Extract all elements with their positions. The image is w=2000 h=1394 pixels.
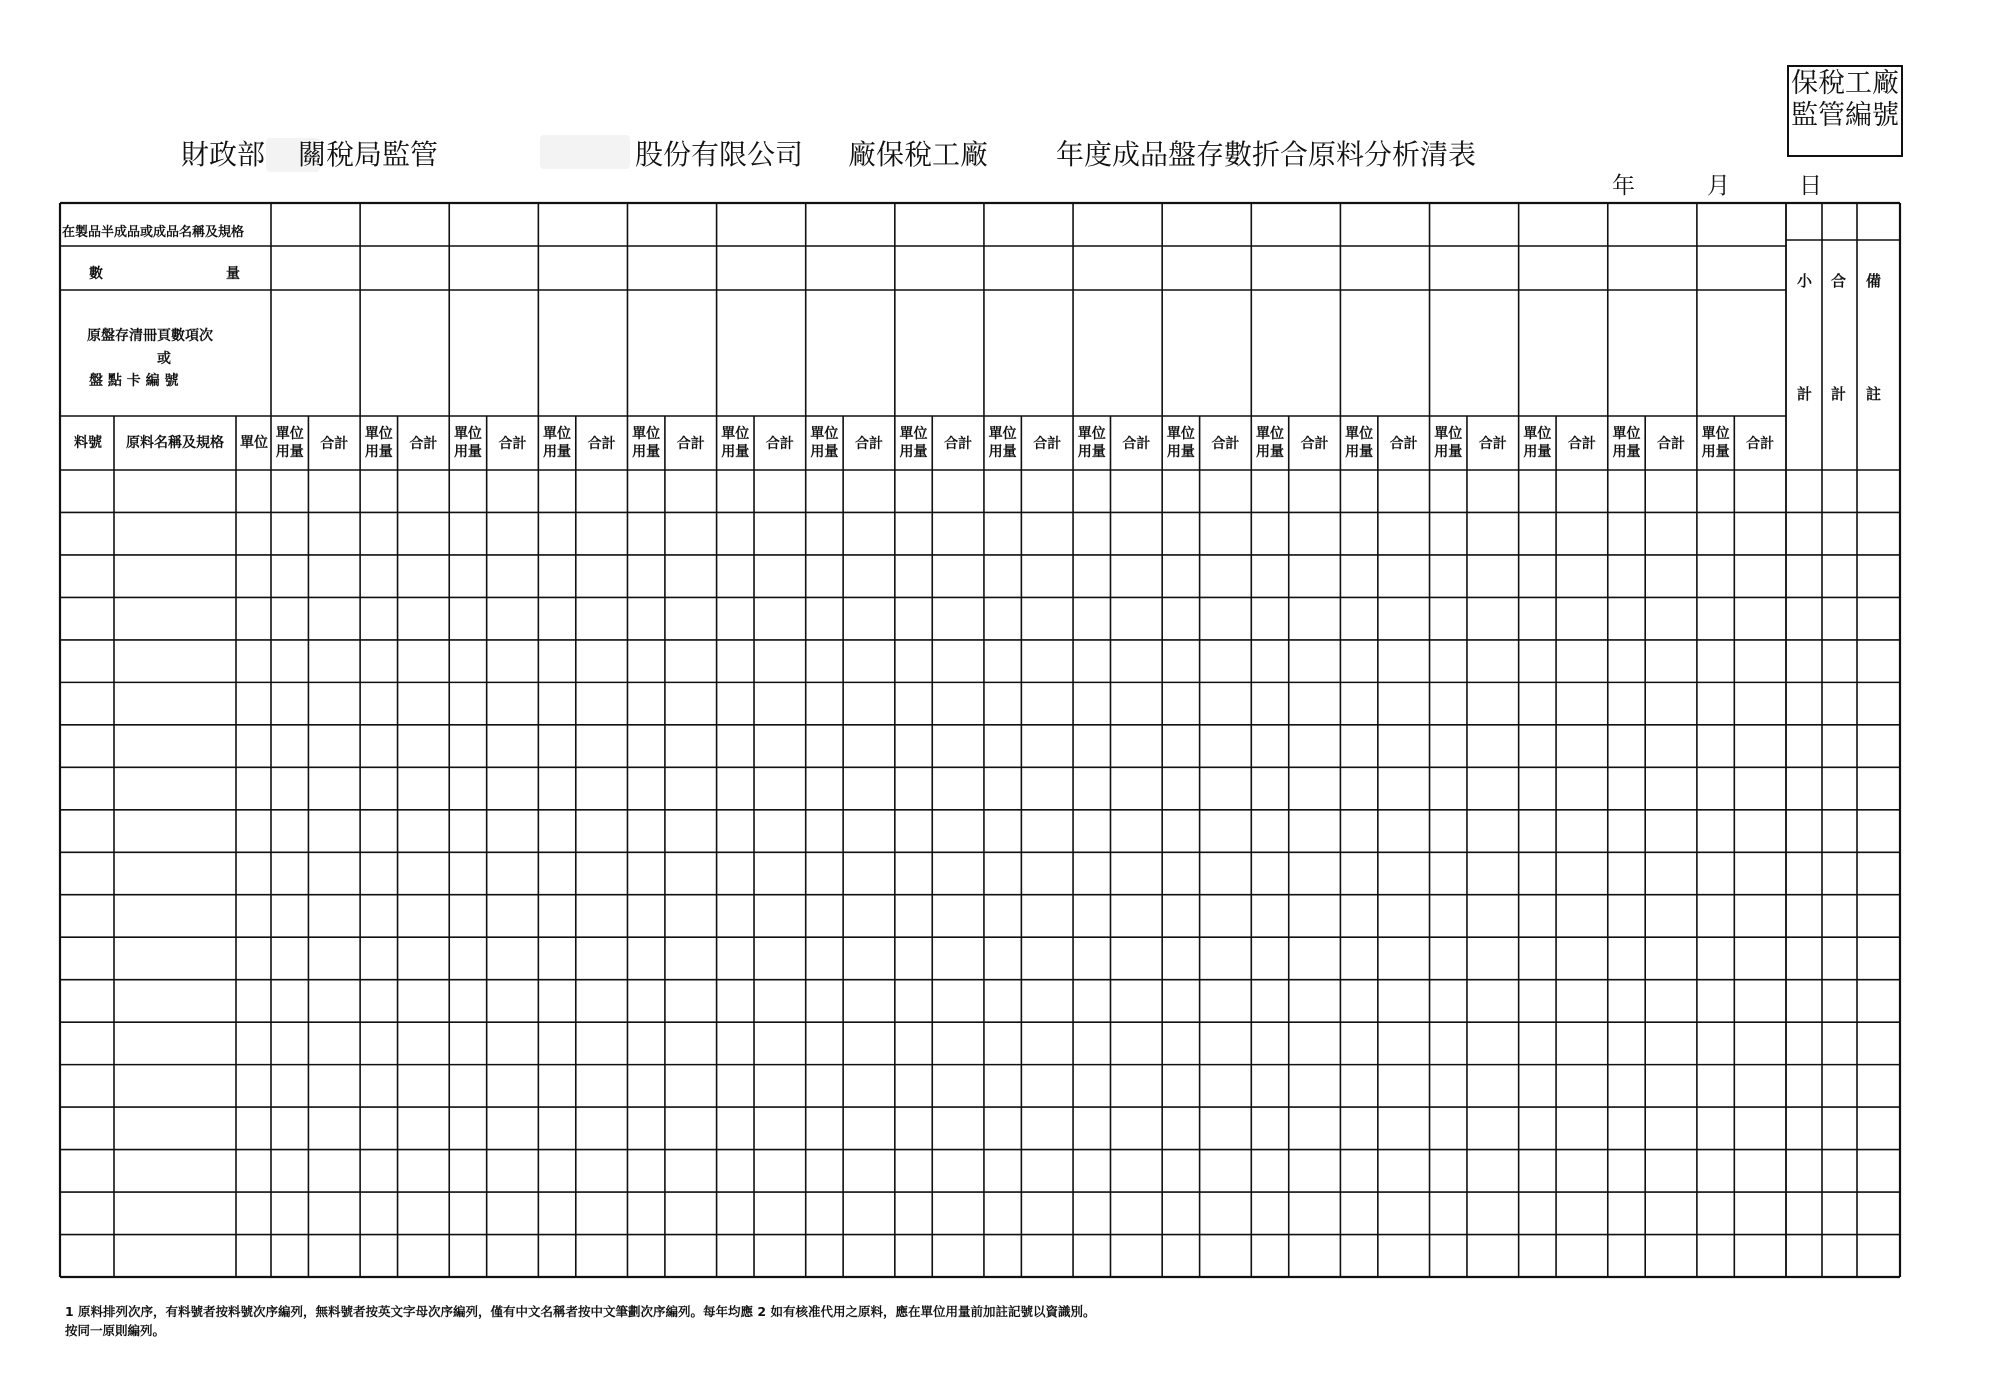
col-unit-usage-line1: 單位 (632, 426, 661, 442)
col-unit-usage-line2: 用量 (810, 444, 839, 460)
footnote-line-1: 1 原料排列次序，有料號者按料號次序編列，無料號者按英文字母次序編列，僅有中文名稱者按中文筆劃次序編列。每年均應 2 如有核准代用之原料，應在單位用量前加註記號以資識別。 (65, 1304, 1096, 1319)
col-total: 合計 (1211, 436, 1240, 452)
col-unit: 單位 (240, 435, 268, 451)
header-original-line2: 或 (157, 351, 171, 367)
col-total: 合計 (854, 436, 883, 452)
col-unit-usage-line1: 單位 (1166, 426, 1195, 442)
col-unit-usage-line1: 單位 (899, 426, 928, 442)
col-unit-usage-line2: 用量 (1434, 444, 1463, 460)
col-unit-usage-line2: 用量 (453, 444, 482, 460)
header-remark-top: 備 (1866, 272, 1882, 290)
col-unit-usage-line2: 用量 (1255, 444, 1284, 460)
col-unit-usage-line1: 單位 (364, 426, 393, 442)
col-unit-usage (1608, 425, 1645, 461)
header-grand-bottom: 計 (1831, 385, 1847, 403)
col-unit-usage (538, 425, 575, 461)
header-qty-left: 數 (89, 266, 103, 282)
col-unit-usage (895, 425, 932, 461)
header-remark-bottom: 註 (1866, 385, 1882, 403)
header-original-line3: 盤 點 卡 編 號 (89, 373, 179, 389)
header-grand-top: 合 (1831, 272, 1847, 290)
header-qty-right: 量 (226, 266, 240, 282)
col-unit-usage-line1: 單位 (1612, 426, 1641, 442)
col-unit-usage-line2: 用量 (364, 444, 393, 460)
col-unit-usage (1430, 425, 1467, 461)
col-total: 合計 (765, 436, 794, 452)
col-unit-usage-line1: 單位 (1701, 426, 1730, 442)
title-factory: 廠保稅工廠 (848, 138, 989, 171)
date-month: 月 (1707, 173, 1730, 199)
col-unit-usage (1697, 425, 1734, 461)
col-total: 合計 (676, 436, 705, 452)
col-unit-usage-line1: 單位 (1255, 426, 1284, 442)
col-unit-usage-line2: 用量 (1523, 444, 1552, 460)
col-unit-usage-line1: 單位 (810, 426, 839, 442)
title-ministry: 財政部 (181, 138, 266, 171)
header-product-name: 在製品半成品或成品名稱及規格 (62, 225, 245, 240)
col-unit-usage (984, 425, 1021, 461)
date-year: 年 (1612, 173, 1635, 199)
col-unit-usage-line2: 用量 (275, 444, 304, 460)
col-unit-usage (806, 425, 843, 461)
col-unit-usage (1251, 425, 1288, 461)
col-unit-usage (1162, 425, 1199, 461)
col-total: 合計 (1478, 436, 1507, 452)
col-total: 合計 (1567, 436, 1596, 452)
col-unit-usage-line2: 用量 (1077, 444, 1106, 460)
col-unit-usage-line2: 用量 (1701, 444, 1730, 460)
col-total: 合計 (1300, 436, 1329, 452)
col-unit-usage (1073, 425, 1110, 461)
col-unit-usage-line1: 單位 (1345, 426, 1374, 442)
header-subtotal-top: 小 (1797, 272, 1813, 290)
col-unit-usage-line2: 用量 (988, 444, 1017, 460)
col-unit-usage-line1: 單位 (1077, 426, 1106, 442)
col-total: 合計 (498, 436, 527, 452)
col-total: 合計 (944, 436, 973, 452)
col-unit-usage-line1: 單位 (1523, 426, 1552, 442)
stamp-line-1: 保稅工廠 (1791, 68, 1899, 99)
col-unit-usage (360, 425, 397, 461)
col-unit-usage-line2: 用量 (1612, 444, 1641, 460)
col-unit-usage-line1: 單位 (721, 426, 750, 442)
header-subtotal-bottom: 計 (1797, 385, 1813, 403)
col-material-name: 原料名稱及規格 (126, 435, 224, 451)
col-unit-usage-line2: 用量 (1166, 444, 1195, 460)
col-unit-usage (717, 425, 754, 461)
footnote-line-2: 按同一原則編列。 (65, 1323, 166, 1338)
col-total: 合計 (320, 436, 349, 452)
col-item-no: 料號 (74, 435, 102, 451)
col-unit-usage-line1: 單位 (543, 426, 572, 442)
col-unit-usage (449, 425, 486, 461)
col-unit-usage-line1: 單位 (1434, 426, 1463, 442)
col-total: 合計 (1033, 436, 1062, 452)
col-total: 合計 (1122, 436, 1151, 452)
col-unit-usage-line1: 單位 (453, 426, 482, 442)
col-total: 合計 (1657, 436, 1686, 452)
title-customs: 關稅局監管 (298, 138, 439, 171)
col-unit-usage (271, 425, 308, 461)
col-total: 合計 (587, 436, 616, 452)
title-report: 年度成品盤存數折合原料分析清表 (1056, 138, 1477, 171)
col-unit-usage-line2: 用量 (632, 444, 661, 460)
col-unit-usage-line1: 單位 (988, 426, 1017, 442)
col-unit-usage (1519, 425, 1556, 461)
col-unit-usage-line1: 單位 (275, 426, 304, 442)
col-unit-usage (627, 425, 664, 461)
header-original-line1: 原盤存清冊頁數項次 (87, 328, 213, 344)
title-company: 股份有限公司 (635, 138, 804, 171)
stamp-line-2: 監管編號 (1791, 100, 1899, 131)
col-total: 合計 (1746, 436, 1775, 452)
col-total: 合計 (409, 436, 438, 452)
date-day: 日 (1799, 173, 1822, 199)
col-unit-usage-line2: 用量 (899, 444, 928, 460)
col-unit-usage-line2: 用量 (1345, 444, 1374, 460)
col-unit-usage-line2: 用量 (543, 444, 572, 460)
col-unit-usage-line2: 用量 (721, 444, 750, 460)
col-unit-usage (1340, 425, 1377, 461)
col-total: 合計 (1389, 436, 1418, 452)
